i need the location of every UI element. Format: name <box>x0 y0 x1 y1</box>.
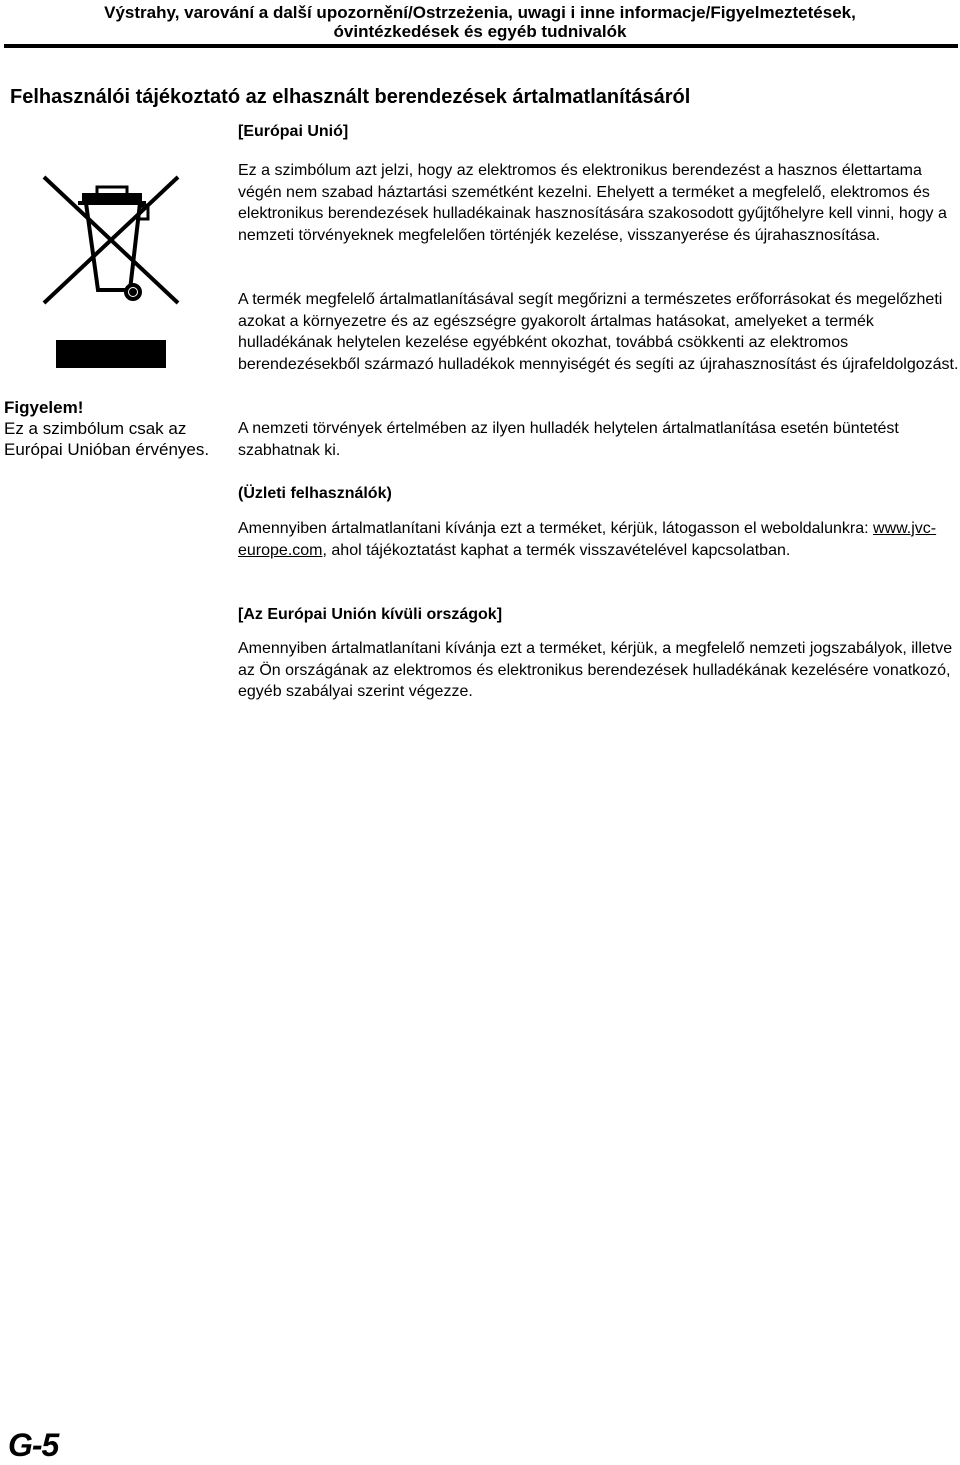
non-eu-heading: [Az Európai Unión kívüli országok] <box>238 606 503 623</box>
paragraph-symbol-meaning: Ez a szimbólum azt jelzi, hogy az elektromos és elektronikus berendezést a hasznos élettartama végén nem szabad háztartási szemétként kezelni. Ehelyett a terméket a megfelelő, elektromos és elektronikus berendezések hulladékainak hasznosítására szakosodott gyűjtőhelyre kell vinni, hogy a nemzeti törvényeknek megfelelően történjék kezelése, visszanyerése és újrahasznosítása. <box>238 162 947 244</box>
crossed-out-wheelie-bin-icon <box>42 175 180 305</box>
paragraph-non-eu: Amennyiben ártalmatlanítani kívánja ezt a terméket, kérjük, a megfelelő nemzeti jogszabályok, illetve az Ön országának az elektromos és elektronikus berendezések hulladékának kezelésére vonatkozó, egyéb szabályai szerint végezze. <box>238 640 953 700</box>
paragraph-penalty: A nemzeti törvények értelmében az ilyen hulladék helytelen ártalmatlanítása esetén büntetést szabhatnak ki. <box>238 420 899 459</box>
page-header <box>0 0 960 41</box>
header-rule <box>4 44 958 48</box>
page-number: G-5 <box>8 1427 59 1463</box>
eu-heading: [Európai Unió] <box>238 123 349 140</box>
business-text-start: Amennyiben ártalmatlanítani kívánja ezt a terméket, kérjük, látogasson el weboldalunkra: <box>238 520 874 537</box>
paragraph-business <box>238 518 960 561</box>
paragraph-benefits: A termék megfelelő ártalmatlanításával segít megőrizni a természetes erőforrásokat és megelőzheti azokat a környezetre és az egészségre gyakorolt ártalmas hatásokat, amelyeket a termék hulladékának helytelen kezelése egyébként okozhat, továbbá csökkenti az elektromos berendezésekből származó hulladékok mennyiségét és segíti az újrahasznosítást és újrafeldolgozást. <box>238 291 959 373</box>
business-users-heading: (Üzleti felhasználók) <box>238 485 392 502</box>
page-title: Felhasználói tájékoztató az elhasznált berendezések ártalmatlanításáról <box>10 86 691 108</box>
website-link[interactable]: www.jvc-europe.com <box>238 520 937 559</box>
weee-black-bar <box>56 340 166 368</box>
header-line-2: óvintézkedések és egyéb tudnivalók <box>333 22 627 41</box>
business-text-end: , ahol tájékoztatást kaphat a termék visszavételével kapcsolatban. <box>322 541 791 559</box>
note-title: Figyelem! <box>4 398 84 417</box>
header-line-1: Výstrahy, varování a další upozornění/Ostrzeżenia, uwagi i inne informacje/Figyelmeztetések, <box>104 3 856 22</box>
eu-only-note <box>4 397 229 460</box>
note-text: Ez a szimbólum csak az Európai Unióban érvényes. <box>4 419 210 459</box>
